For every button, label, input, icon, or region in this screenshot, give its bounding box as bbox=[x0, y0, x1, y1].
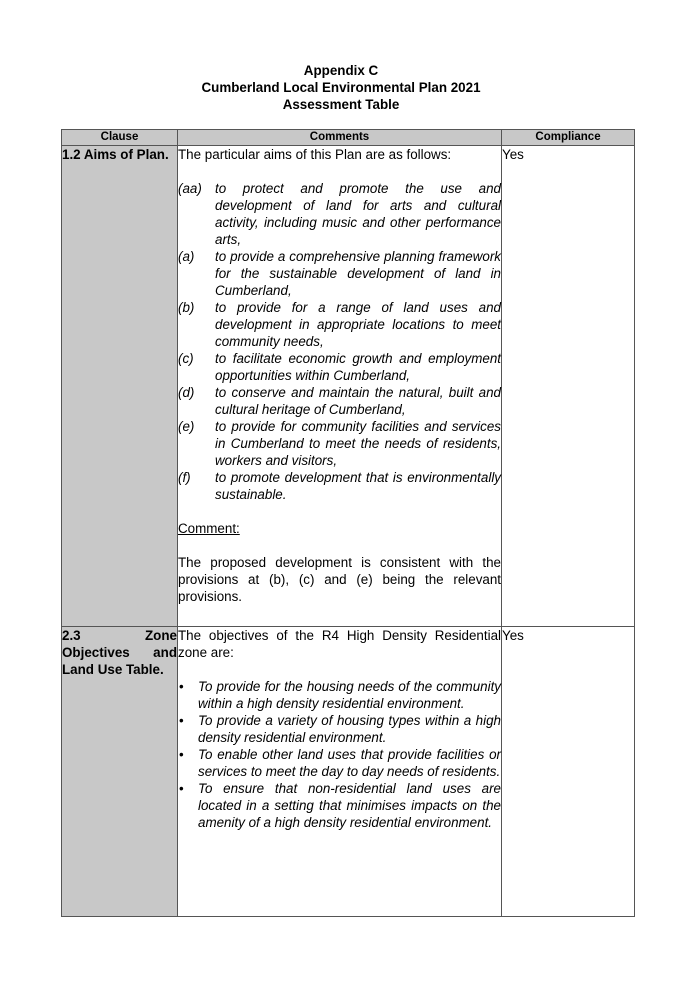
comments-cell bbox=[178, 146, 502, 627]
item-text: to conserve and maintain the natural, built and cultural heritage of Cumberland, bbox=[215, 385, 501, 417]
comments-header: Comments bbox=[178, 130, 502, 146]
clause-cell bbox=[62, 627, 178, 917]
list-item bbox=[178, 384, 501, 418]
compliance-header: Compliance bbox=[502, 130, 635, 146]
list-item bbox=[178, 746, 501, 780]
bullet-icon: • bbox=[179, 747, 184, 762]
plan-title: Cumberland Local Environmental Plan 2021 bbox=[201, 80, 481, 95]
item-text: to facilitate economic growth and employment opportunities within Cumberland, bbox=[215, 351, 501, 383]
objectives-list bbox=[178, 678, 501, 831]
assessment-table bbox=[61, 129, 635, 917]
compliance-cell bbox=[502, 146, 635, 627]
table-row bbox=[62, 627, 635, 917]
item-text: To ensure that non-residential land uses are located in a setting that minimises impacts on the amenity of a high density residential environment. bbox=[198, 781, 501, 830]
item-text: to provide for community facilities and services in Cumberland to meet the needs of residents, workers and visitors, bbox=[215, 419, 501, 468]
list-item bbox=[178, 780, 501, 831]
item-text: To provide a variety of housing types within a high density residential environment. bbox=[198, 713, 501, 745]
compliance-value: Yes bbox=[502, 628, 524, 643]
compliance-value: Yes bbox=[502, 147, 524, 162]
table-title: Assessment Table bbox=[282, 97, 400, 112]
compliance-cell bbox=[502, 627, 635, 917]
list-item bbox=[178, 712, 501, 746]
aims-intro: The particular aims of this Plan are as follows: bbox=[178, 147, 452, 162]
comment-text: The proposed development is consistent with the provisions at (b), (c) and (e) being the relevant provisions. bbox=[178, 555, 501, 604]
item-label: (f) bbox=[178, 470, 191, 485]
item-text: To enable other land uses that provide facilities or services to meet the day to day needs of residents. bbox=[198, 747, 501, 779]
comment-heading: Comment: bbox=[178, 521, 240, 536]
document-heading bbox=[0, 62, 682, 113]
clause-cell bbox=[62, 146, 178, 627]
list-item bbox=[178, 248, 501, 299]
list-item bbox=[178, 469, 501, 503]
list-item bbox=[178, 678, 501, 712]
clause-text: 2.3 Zone Objectives and Land Use Table. bbox=[62, 628, 177, 677]
bullet-icon: • bbox=[179, 713, 184, 728]
item-text: to promote development that is environmentally sustainable. bbox=[215, 470, 501, 502]
list-item bbox=[178, 418, 501, 469]
bullet-icon: • bbox=[179, 781, 184, 796]
item-label: (e) bbox=[178, 419, 195, 434]
bullet-icon: • bbox=[179, 679, 184, 694]
clause-text: 1.2 Aims of Plan. bbox=[62, 147, 169, 162]
item-text: to protect and promote the use and development of land for arts and cultural activity, including music and other performance arts, bbox=[215, 181, 501, 247]
item-label: (c) bbox=[178, 351, 194, 366]
item-text: to provide a comprehensive planning framework for the sustainable development of land in Cumberland, bbox=[215, 249, 501, 298]
item-text: to provide for a range of land uses and development in appropriate locations to meet community needs, bbox=[215, 300, 501, 349]
item-label: (d) bbox=[178, 385, 195, 400]
item-label: (b) bbox=[178, 300, 195, 315]
table-header-row bbox=[62, 130, 635, 146]
aims-list bbox=[178, 180, 501, 503]
item-text: To provide for the housing needs of the community within a high density residential environment. bbox=[198, 679, 501, 711]
item-label: (a) bbox=[178, 249, 195, 264]
list-item bbox=[178, 299, 501, 350]
list-item bbox=[178, 350, 501, 384]
item-label: (aa) bbox=[178, 181, 202, 196]
zone-intro: The objectives of the R4 High Density Residential zone are: bbox=[178, 628, 501, 660]
comments-cell bbox=[178, 627, 502, 917]
table-row bbox=[62, 146, 635, 627]
appendix-title: Appendix C bbox=[303, 63, 379, 78]
clause-header: Clause bbox=[62, 130, 178, 146]
list-item bbox=[178, 180, 501, 248]
